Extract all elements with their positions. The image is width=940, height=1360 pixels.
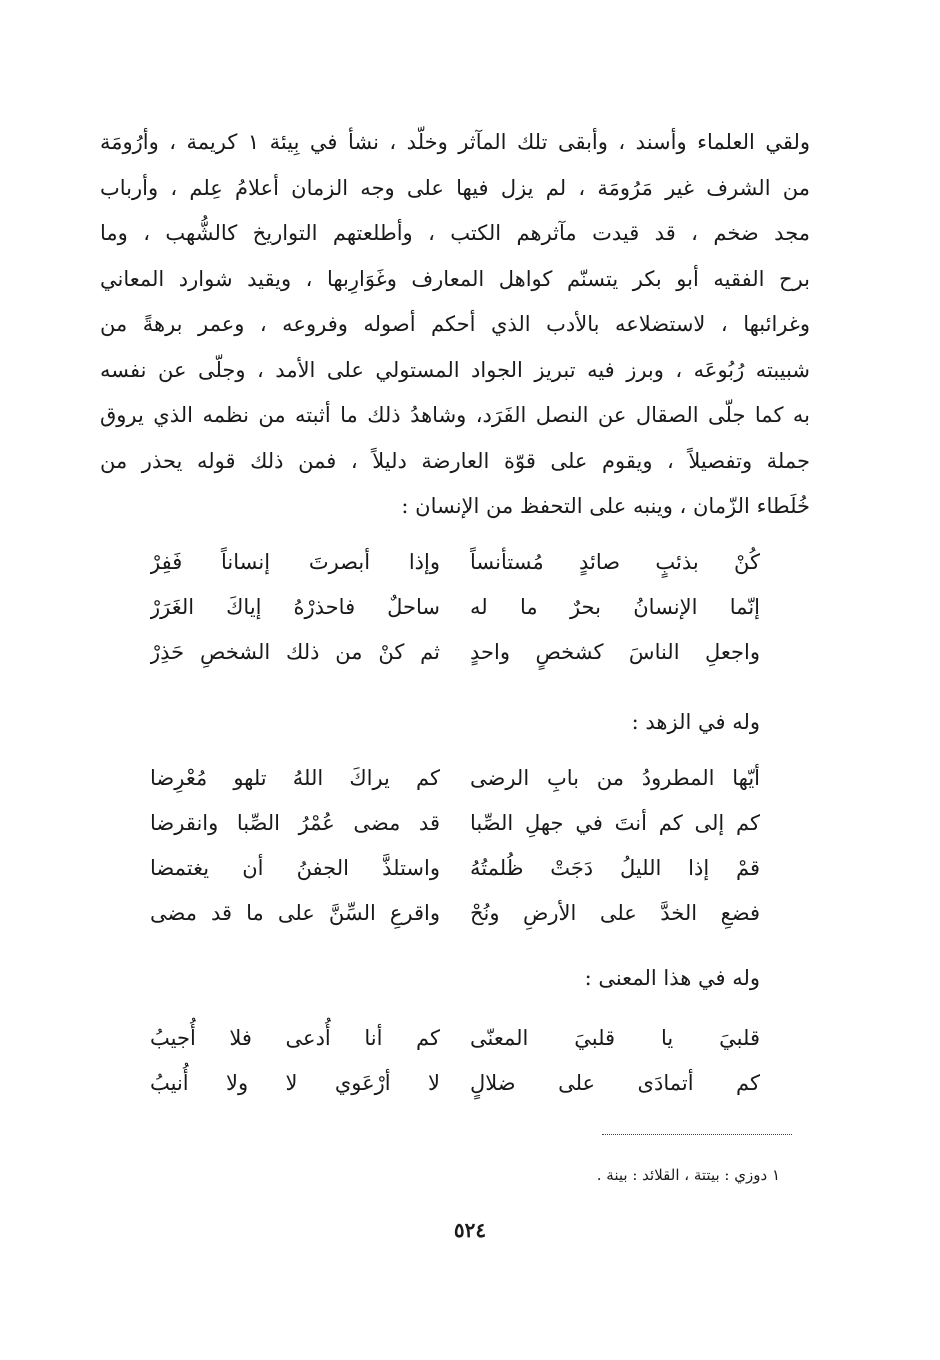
poem-verse xyxy=(150,756,760,801)
prose-line: من الشرف غير مَرُومَة ، لم يزل فيها على وجه الزمان أعلامُ عِلم ، وأرباب xyxy=(100,175,810,200)
verse-second-hemistich: واستلذَّ الجفنُ أن يغتمضا xyxy=(150,856,440,880)
prose-line: ولقي العلماء وأسند ، وأبقى تلك المآثر وخلّد ، نشأ في بِيئة ١ كريمة ، وأرُومَة xyxy=(100,130,810,154)
poem-verse xyxy=(150,630,760,675)
poem-verse xyxy=(150,1016,760,1061)
verse-second-hemistich: وإذا أبصرتَ إنساناً فَفِرْ xyxy=(150,550,440,574)
section-heading-same-meaning: وله في هذا المعنى : xyxy=(584,966,760,990)
verse-first-hemistich: كُنْ بذئبٍ صائدٍ مُستأنساً xyxy=(470,550,760,574)
verse-first-hemistich: كم إلى كم أنتَ في جهلِ الصِّبا xyxy=(470,811,760,835)
footnote: ١ دوزي : بيتتة ، القلائد : بينة . xyxy=(596,1166,780,1184)
prose-line: مجد ضخم ، قد قيدت مآثرهم الكتب ، وأطلعتهم التواريخ كالشُّهب ، وما xyxy=(100,221,810,245)
prose-line: جملة وتفصيلاً ، ويقوم على قوّة العارضة دليلاً ، فمن ذلك قوله يحذر من xyxy=(100,448,810,473)
poem-verse xyxy=(150,846,760,891)
footnote-separator xyxy=(602,1134,792,1135)
verse-second-hemistich: ثم كنْ من ذلك الشخصِ حَذِرْ xyxy=(150,640,440,664)
prose-line: برح الفقيه أبو بكر يتسنّم كواهل المعارف وغَوَارِبها ، ويقيد شوارد المعاني xyxy=(100,266,810,291)
section-heading-asceticism: وله في الزهد : xyxy=(631,710,760,734)
verse-second-hemistich: كم يراكَ اللهُ تلهو مُعْرِضا xyxy=(150,766,440,790)
prose-paragraph xyxy=(100,120,810,530)
verse-first-hemistich: إنّما الإنسانُ بحرٌ ما له xyxy=(470,595,760,619)
poem-same-meaning xyxy=(150,1016,760,1106)
verse-second-hemistich: قد مضى عُمْرُ الصِّبا وانقرضا xyxy=(150,811,440,835)
prose-line: شبيبته رُبُوعَه ، وبرز فيه تبريز الجواد المستولي على الأمد ، وجلّى عن نفسه xyxy=(100,357,810,382)
verse-first-hemistich: قلبيَ يا قلبيَ المعنّى xyxy=(470,1026,760,1050)
verse-first-hemistich: فضعِ الخدَّ على الأرضِ ونُحْ xyxy=(470,901,760,925)
verse-first-hemistich: كم أتمادَى على ضلالٍ xyxy=(470,1071,760,1095)
prose-line: خُلَطاء الزّمان ، وينبه على التحفظ من الإنسان : xyxy=(401,494,810,518)
poem-verse xyxy=(150,540,760,585)
poem-verse xyxy=(150,891,760,936)
verse-second-hemistich: لا أرْعَوي لا ولا أُنيبُ xyxy=(150,1071,440,1095)
poem-warning-against-people xyxy=(150,540,760,675)
verse-second-hemistich: ساحلٌ فاحذرْهُ إياكَ الغَرَرْ xyxy=(150,595,440,619)
verse-first-hemistich: قمْ إذا الليلُ دَجَتْ ظُلمتُهُ xyxy=(470,856,760,880)
poem-asceticism xyxy=(150,756,760,936)
poem-verse xyxy=(150,1061,760,1106)
prose-line: وغرائبها ، لاستضلاعه بالأدب الذي أحكم أصوله وفروعه ، وعمر برهةً من xyxy=(100,312,810,336)
page-number: ٥٢٤ xyxy=(453,1218,487,1242)
verse-second-hemistich: كم أنا أُدعى فلا أُجيبُ xyxy=(150,1026,440,1050)
verse-first-hemistich: أيّها المطرودُ من بابِ الرضى xyxy=(470,766,760,790)
poem-verse xyxy=(150,801,760,846)
poem-verse xyxy=(150,585,760,630)
verse-second-hemistich: واقرعِ السِّنَّ على ما قد مضى xyxy=(150,901,440,925)
verse-first-hemistich: واجعلِ الناسَ كشخصٍ واحدٍ xyxy=(470,640,760,664)
prose-line: به كما جلّى الصقال عن النصل الفَرَد، وشاهدُ ذلك ما أثبته من نظمه الذي يروق xyxy=(100,403,810,427)
